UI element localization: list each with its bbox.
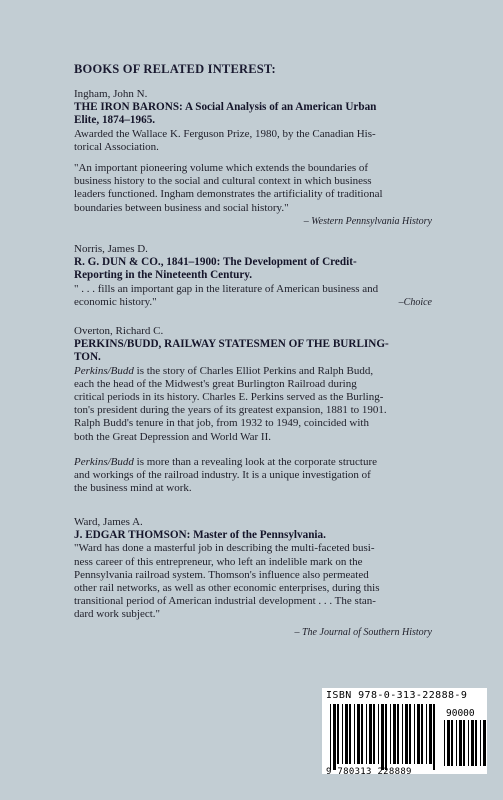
description-line: ton's president during the years of its greatest expansion, 1881 to 1901.	[74, 404, 387, 417]
barcode-bar	[463, 720, 465, 766]
review-quote-line: ness career of this entrepreneur, who left an indelible mark on the	[74, 555, 363, 568]
barcode-bar	[397, 704, 399, 764]
book-author: Overton, Richard C.	[74, 325, 164, 337]
review-attribution: – The Journal of Southern History	[294, 626, 432, 638]
barcode-bar	[480, 720, 481, 766]
section-heading: BOOKS OF RELATED INTEREST:	[74, 62, 276, 76]
review-quote-line: boundaries between business and social history."	[74, 201, 289, 214]
attribution-source: Choice	[403, 296, 432, 308]
description-line: the business mind at work.	[74, 482, 192, 495]
review-quote-line: Pennsylvania railroad system. Thomson's influence also permeated	[74, 568, 369, 581]
barcode-bar	[354, 704, 355, 764]
barcode-bar	[373, 704, 375, 764]
barcode-bar	[459, 720, 462, 766]
price-code: 90000	[446, 708, 475, 719]
barcode-bar	[483, 720, 486, 766]
description-line: critical periods in its history. Charles E. Perkins served as the Burling-	[74, 391, 384, 404]
barcode-bar	[345, 704, 348, 764]
review-quote-line: business history to the social and cultural context in which business	[74, 175, 372, 188]
barcode-bar	[337, 704, 339, 764]
book-author: Ward, James A.	[74, 516, 143, 528]
barcode-bar	[378, 704, 379, 764]
book-title-line: Elite, 1874–1965.	[74, 114, 156, 127]
barcode-bar	[333, 704, 336, 770]
barcode-bar	[451, 720, 453, 766]
book-note-line: Awarded the Wallace K. Ferguson Prize, 1980, by the Canadian His-	[74, 127, 376, 140]
attribution-source: The Journal of Southern History	[302, 626, 432, 638]
barcode-bar	[330, 704, 331, 770]
barcode-bar	[357, 704, 360, 764]
barcode-bar	[405, 704, 408, 764]
book-title-line: THE IRON BARONS: A Social Analysis of an American Urban	[74, 101, 377, 114]
review-quote-line: "An important pioneering volume which extends the boundaries of	[74, 162, 369, 175]
barcode-bar	[433, 704, 435, 770]
quote-text: economic history."	[74, 295, 157, 308]
barcode-bar	[402, 704, 403, 764]
review-quote-line: other rail networks, as well as other economic enterprises, during this	[74, 582, 380, 595]
isbn-label: ISBN 978-0-313-22888-9	[326, 690, 468, 701]
book-title-line: J. EDGAR THOMSON: Master of the Pennsylvania.	[74, 529, 326, 542]
review-attribution: – Western Pennsylvania History	[303, 215, 432, 227]
attribution-source: Western Pennsylvania History	[311, 215, 432, 227]
barcode-bar	[447, 720, 450, 766]
book-title-line: TON.	[74, 351, 101, 364]
ean-digits: 9 780313 228889	[326, 767, 412, 777]
description-line: and workings of the railroad industry. It is a unique investigation of	[74, 469, 371, 482]
barcode-bar	[361, 704, 363, 764]
description-line: Ralph Budd's tenure in that job, from 1932 to 1949, coincided with	[74, 417, 369, 430]
italic-title: Perkins/Budd	[74, 364, 134, 377]
barcode-bar	[471, 720, 474, 766]
barcode-bar	[421, 704, 423, 764]
book-author: Norris, James D.	[74, 243, 148, 255]
barcode-bar	[426, 704, 427, 764]
barcode-bar	[349, 704, 351, 764]
description-line: each the head of the Midwest's great Burlington Railroad during	[74, 377, 357, 390]
review-quote-line: "Ward has done a masterful job in describing the multi-faceted busi-	[74, 542, 375, 555]
review-quote-line: leaders functioned. Ingham demonstrates the artificiality of traditional	[74, 188, 383, 201]
barcode-bar	[468, 720, 469, 766]
barcode-bar	[417, 704, 420, 764]
italic-title: Perkins/Budd	[74, 455, 134, 468]
book-title-line: R. G. DUN & CO., 1841–1900: The Development of Credit-	[74, 256, 357, 269]
barcode-bar	[429, 704, 432, 764]
book-author: Ingham, John N.	[74, 88, 148, 100]
review-quote-line: dard work subject."	[74, 608, 161, 621]
book-title-line: PERKINS/BUDD, RAILWAY STATESMEN OF THE BURLING-	[74, 338, 389, 351]
description-line: Perkins/Budd is the story of Charles Elliot Perkins and Ralph Budd,	[74, 364, 374, 377]
barcode-bar	[366, 704, 367, 764]
barcode-bar	[444, 720, 445, 766]
review-quote-line: " . . . fills an important gap in the literature of American business and	[74, 282, 379, 295]
review-attribution: –Choice	[398, 296, 432, 308]
description-line: both the Great Depression and World War II.	[74, 430, 271, 443]
description-line: Perkins/Budd is more than a revealing look at the corporate structure	[74, 455, 378, 468]
book-note-line: torical Association.	[74, 140, 159, 153]
barcode-bar	[381, 704, 384, 770]
barcode-bar	[342, 704, 343, 764]
barcode-bar	[475, 720, 477, 766]
barcode-bar	[409, 704, 411, 764]
review-quote-line: transitional period of American industrial development . . . The stan-	[74, 595, 376, 608]
book-title-line: Reporting in the Nineteenth Century.	[74, 269, 253, 282]
barcode-bar	[456, 720, 457, 766]
barcode-bar	[393, 704, 396, 764]
barcode-bar	[414, 704, 415, 764]
barcode-bar	[385, 704, 387, 770]
barcode-bar	[390, 704, 391, 764]
barcode-bar	[369, 704, 372, 764]
